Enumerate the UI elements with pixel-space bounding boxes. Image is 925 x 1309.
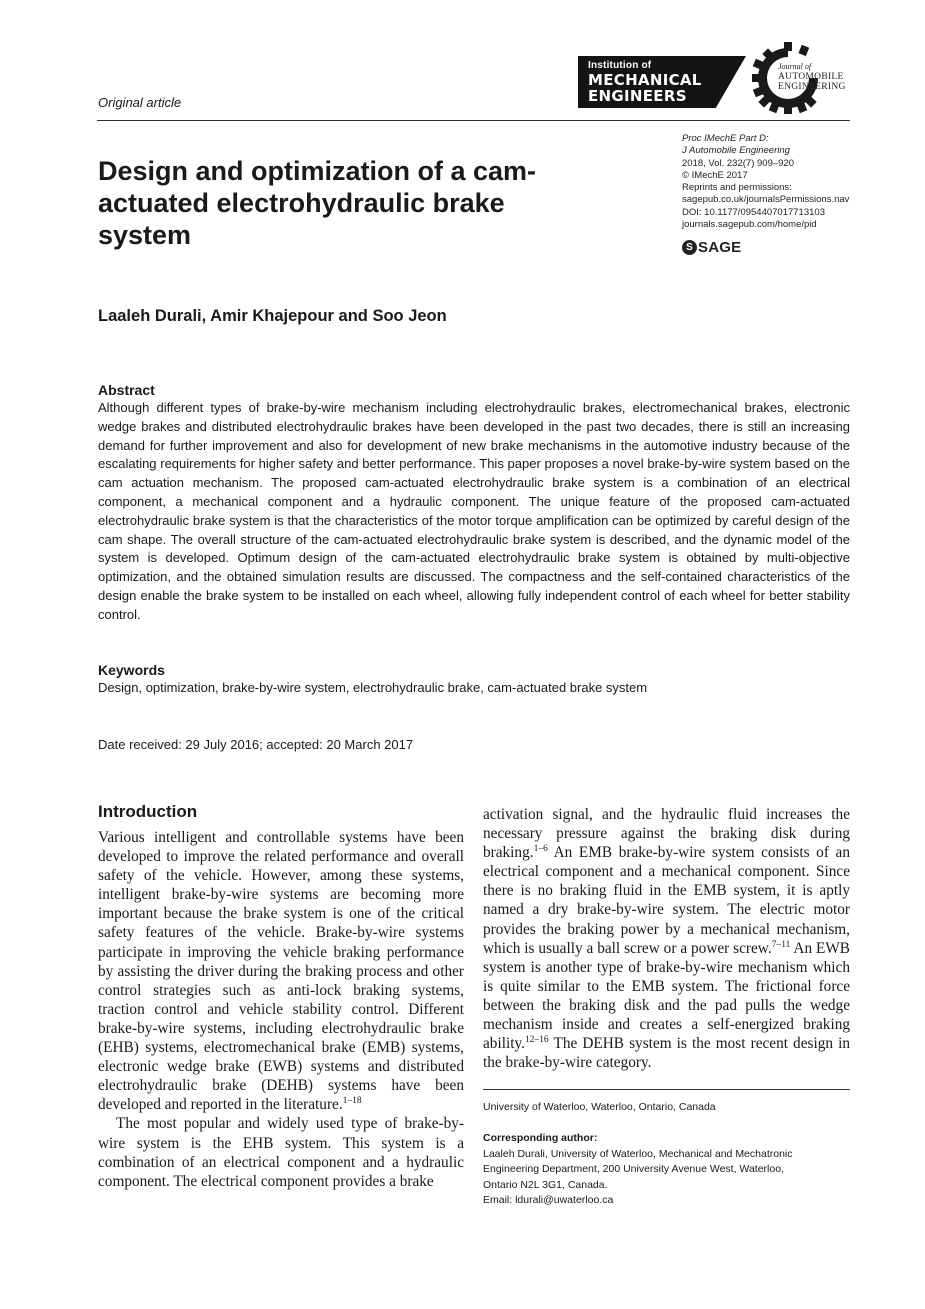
imeche-logo-line2: MECHANICAL	[588, 71, 702, 89]
keywords-heading: Keywords	[98, 662, 165, 678]
journal-logo-line2: ENGINEERING	[778, 82, 846, 92]
meta-volume: 2018, Vol. 232(7) 909–920	[682, 157, 794, 169]
abstract-section	[98, 382, 850, 625]
intro-p3-text-c: An EWB system is another type of brake-by-wire mechanism which is quite similar to the EMB system. The frictional force between the braking disk and the pad pulls the wedge mechanism inside and creates a self-energized braking ability.	[483, 939, 851, 1053]
author-affiliation: University of Waterloo, Waterloo, Ontario, Canada	[483, 1101, 716, 1113]
meta-doi[interactable]: DOI: 10.1177/0954407017713103	[682, 206, 825, 218]
corresponding-author-heading: Corresponding author:	[483, 1132, 598, 1144]
intro-paragraph-2: The most popular and widely used type of brake-by-wire system is the EHB system. This system is a combination of an electrical component and a hydraulic component. The electrical component provides a brake	[98, 1115, 464, 1190]
journal-logo-of: Journal of	[778, 62, 812, 71]
footnote-divider	[483, 1089, 850, 1090]
intro-paragraph-1	[98, 828, 464, 1114]
introduction-heading: Introduction	[98, 802, 198, 821]
imeche-logo	[578, 56, 746, 108]
intro-p3-text-b: An EMB brake-by-wire system consists of an electrical component and a mechanical component. Since there is no braking fluid in the EMB system, it is aptly named a dry brake-by-wire system. The electric motor provides the braking power by a mechanical mechanism, which is usually a ball screw or a power screw.	[483, 844, 850, 957]
author-list: Laaleh Durali, Amir Khajepour and Soo Jeon	[98, 307, 447, 325]
meta-reprints-link[interactable]: sagepub.co.uk/journalsPermissions.nav	[682, 194, 850, 206]
meta-copyright: © IMechE 2017	[682, 169, 748, 181]
intro-p1-text: Various intelligent and controllable systems have been developed to improve the related performance and overall safety of the vehicle. However, among these systems, intelligent brake-by-wire systems are becoming more important because the brake system is one of the critical safety features of the vehicle. Brake-by-wire systems participate in improving the vehicle braking performance by assisting the driver during the braking process and other control strategies such as anti-lock braking systems, traction control and vehicle stability control. Different brake-by-wire systems, including electrohydraulic brake (EHB) systems, electromechanical brake (EMB) systems, electronic wedge brake (EWB) systems and distributed electrohydraulic brake (DEHB) systems have been developed and reported in the literature.	[98, 829, 464, 1114]
corresponding-line2: Engineering Department, 200 University Avenue West, Waterloo,	[483, 1163, 784, 1175]
date-received: Date received: 29 July 2016; accepted: 20 March 2017	[98, 737, 414, 752]
sage-wordmark: SAGE	[698, 238, 742, 256]
corresponding-author-block	[483, 1131, 850, 1209]
header-divider	[97, 120, 850, 121]
citation-ref[interactable]: 7–11	[771, 939, 791, 950]
body-column-left	[98, 800, 464, 1191]
keywords-text: Design, optimization, brake-by-wire system, electrohydraulic brake, cam-actuated brake system	[98, 680, 648, 695]
intro-p3-text-d: The DEHB system is the most recent design in the brake-by-wire category.	[483, 1035, 850, 1072]
imeche-logo-line3: ENGINEERS	[588, 87, 687, 105]
intro-p3-text-a: activation signal, and the hydraulic fluid increases the necessary pressure against the braking disk during braking.	[483, 806, 850, 862]
journal-logo-line1: AUTOMOBILE	[778, 72, 844, 82]
meta-reprints: Reprints and permissions:	[682, 182, 792, 194]
abstract-heading: Abstract	[98, 382, 155, 398]
article-type-label: Original article	[98, 95, 182, 110]
sage-mark-icon: S	[682, 240, 697, 255]
intro-paragraph-3	[483, 805, 850, 1072]
meta-journal-line1: Proc IMechE Part D:	[682, 133, 769, 144]
keywords-section	[98, 662, 850, 698]
journal-logo	[778, 62, 846, 92]
corresponding-line3: Ontario N2L 3G1, Canada.	[483, 1178, 608, 1191]
body-column-right	[483, 805, 850, 1072]
citation-ref[interactable]: 12–16	[524, 1035, 549, 1046]
sage-logo	[682, 239, 741, 255]
abstract-text: Although different types of brake-by-wire mechanism including electrohydraulic brakes, electromechanical brakes, electronic wedge brakes and distributed electrohydraulic brakes have been developed in the past two decades, there is still an increasing demand for further improvement and also for development of new brake mechanisms in the automotive industry because of the escalating requirements for higher safety and better performance. This paper proposes a novel brake-by-wire system based on the cam actuation mechanism. The proposed cam-actuated electrohydraulic brake system is a combination of an electrical component, a mechanical component and a hydraulic component. The unique feature of the proposed cam-actuated electrohydraulic brake system is that the characteristics of the motor torque amplification can be optimized by careful design of the cam shape. The overall structure of the cam-actuated electrohydraulic brake system is described, and the dynamic model of the system is developed. Optimum design of the cam-actuated electrohydraulic brake system is obtained by multi-objective optimization, and the obtained simulation results are discussed. The compactness and the self-contained characteristics of the design enable the brake system to be installed on each wheel, allowing fully independent control of each wheel for better stability control.	[98, 400, 850, 622]
corresponding-email[interactable]: Email: ldurali@uwaterloo.ca	[483, 1194, 614, 1206]
citation-ref[interactable]: 1–6	[533, 844, 548, 855]
imeche-logo-line1: Institution of	[588, 60, 652, 71]
corresponding-line1: Laaleh Durali, University of Waterloo, Mechanical and Mechatronic	[483, 1147, 793, 1160]
citation-ref[interactable]: 1–18	[342, 1096, 362, 1107]
article-title: Design and optimization of a cam-actuated electrohydraulic brake system	[98, 156, 537, 250]
meta-journal-link[interactable]: journals.sagepub.com/home/pid	[682, 219, 817, 231]
journal-metadata	[682, 133, 849, 231]
meta-journal-line2: J Automobile Engineering	[682, 145, 790, 157]
